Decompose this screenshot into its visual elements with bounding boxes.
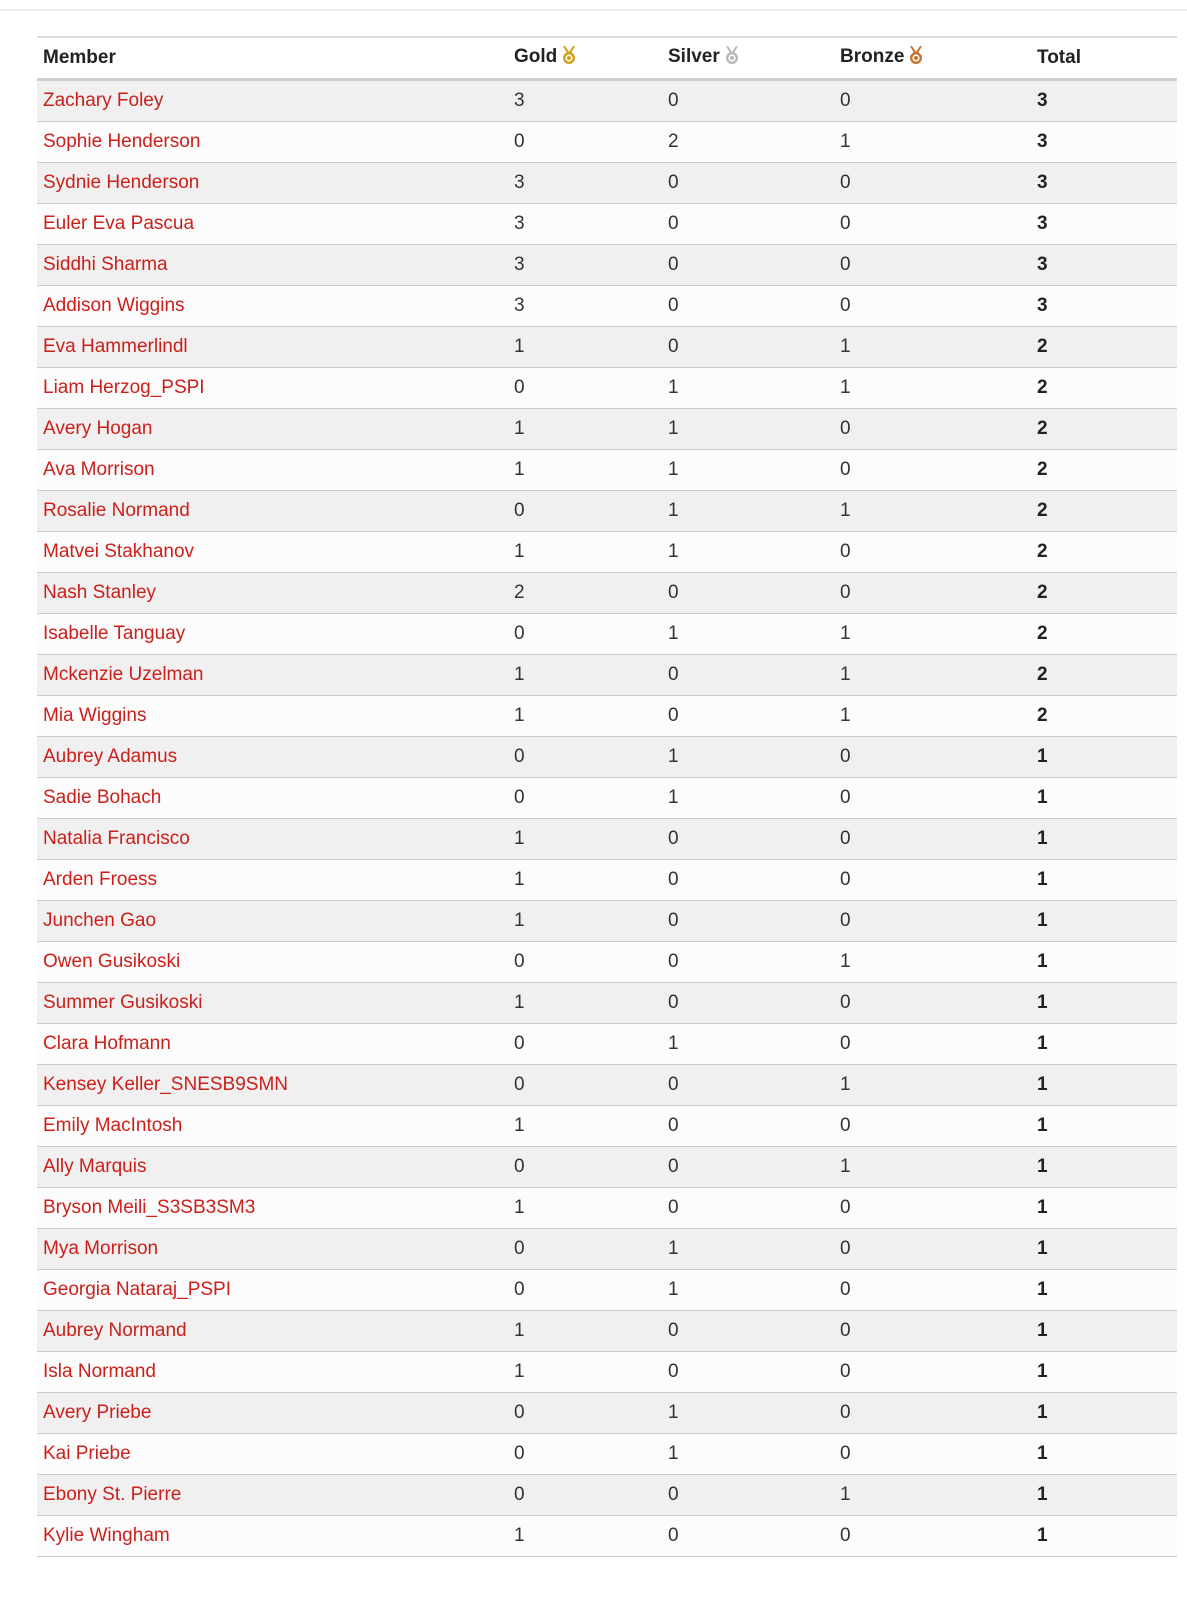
member-link[interactable]: Isla Normand <box>43 1361 156 1382</box>
member-link[interactable]: Ebony St. Pierre <box>43 1484 182 1505</box>
total-count-cell: 2 <box>1031 532 1177 573</box>
silver-count-cell: 1 <box>662 1024 834 1065</box>
gold-count-cell: 3 <box>508 163 662 204</box>
bronze-count-cell: 0 <box>834 983 1031 1024</box>
member-link[interactable]: Mya Morrison <box>43 1238 159 1259</box>
bronze-count-cell: 1 <box>834 1065 1031 1106</box>
silver-count-cell: 1 <box>662 614 834 655</box>
medal-table-container <box>37 36 1177 1557</box>
silver-count-cell: 0 <box>662 80 834 122</box>
member-cell <box>37 1065 508 1106</box>
total-count-cell: 3 <box>1031 204 1177 245</box>
gold-count-cell: 1 <box>508 983 662 1024</box>
silver-count-cell: 1 <box>662 409 834 450</box>
member-cell <box>37 122 508 163</box>
total-count-cell: 1 <box>1031 860 1177 901</box>
total-count-cell: 1 <box>1031 983 1177 1024</box>
member-link[interactable]: Kylie Wingham <box>43 1525 170 1546</box>
total-count-cell: 2 <box>1031 491 1177 532</box>
total-count-cell: 3 <box>1031 163 1177 204</box>
silver-count-cell: 0 <box>662 1516 834 1557</box>
header-silver <box>662 37 834 80</box>
gold-count-cell: 1 <box>508 327 662 368</box>
table-row <box>37 1434 1177 1475</box>
table-body <box>37 80 1177 1557</box>
bronze-count-cell: 0 <box>834 1188 1031 1229</box>
bronze-count-cell: 0 <box>834 80 1031 122</box>
table-row <box>37 819 1177 860</box>
header-bronze <box>834 37 1031 80</box>
total-count-cell: 1 <box>1031 1270 1177 1311</box>
bronze-count-cell: 0 <box>834 901 1031 942</box>
header-total-label: Total <box>1037 47 1081 68</box>
table-row <box>37 1311 1177 1352</box>
bronze-count-cell: 1 <box>834 327 1031 368</box>
bronze-count-cell: 0 <box>834 737 1031 778</box>
member-link[interactable]: Rosalie Normand <box>43 500 190 521</box>
member-link[interactable]: Ava Morrison <box>43 459 155 480</box>
table-row <box>37 614 1177 655</box>
total-count-cell: 1 <box>1031 1516 1177 1557</box>
silver-count-cell: 0 <box>662 327 834 368</box>
member-cell <box>37 1475 508 1516</box>
member-cell <box>37 1024 508 1065</box>
gold-count-cell: 0 <box>508 942 662 983</box>
gold-count-cell: 1 <box>508 1311 662 1352</box>
bronze-count-cell: 0 <box>834 163 1031 204</box>
member-link[interactable]: Nash Stanley <box>43 582 157 603</box>
total-count-cell: 1 <box>1031 1147 1177 1188</box>
bronze-count-cell: 0 <box>834 286 1031 327</box>
silver-count-cell: 0 <box>662 1311 834 1352</box>
silver-count-cell: 2 <box>662 122 834 163</box>
total-count-cell: 1 <box>1031 1024 1177 1065</box>
bronze-count-cell: 0 <box>834 819 1031 860</box>
member-cell <box>37 573 508 614</box>
bronze-count-cell: 1 <box>834 368 1031 409</box>
member-link[interactable]: Summer Gusikoski <box>43 992 203 1013</box>
member-cell <box>37 819 508 860</box>
table-row <box>37 737 1177 778</box>
total-count-cell: 1 <box>1031 1434 1177 1475</box>
member-cell <box>37 1106 508 1147</box>
gold-count-cell: 0 <box>508 778 662 819</box>
table-header <box>37 37 1177 80</box>
table-row <box>37 1475 1177 1516</box>
gold-count-cell: 1 <box>508 450 662 491</box>
bronze-count-cell: 0 <box>834 450 1031 491</box>
member-link[interactable]: Kensey Keller_SNESB9SMN <box>43 1074 288 1095</box>
member-link[interactable]: Avery Hogan <box>43 418 153 439</box>
table-row <box>37 1393 1177 1434</box>
total-count-cell: 2 <box>1031 368 1177 409</box>
table-row <box>37 532 1177 573</box>
header-gold <box>508 37 662 80</box>
gold-count-cell: 1 <box>508 1188 662 1229</box>
gold-count-cell: 0 <box>508 1024 662 1065</box>
member-cell <box>37 655 508 696</box>
silver-count-cell: 0 <box>662 1147 834 1188</box>
member-cell <box>37 204 508 245</box>
gold-count-cell: 1 <box>508 1516 662 1557</box>
member-cell <box>37 1393 508 1434</box>
silver-count-cell: 1 <box>662 450 834 491</box>
silver-count-cell: 1 <box>662 1393 834 1434</box>
silver-count-cell: 0 <box>662 163 834 204</box>
total-count-cell: 3 <box>1031 80 1177 122</box>
table-row <box>37 942 1177 983</box>
silver-count-cell: 1 <box>662 368 834 409</box>
member-link[interactable]: Sydnie Henderson <box>43 172 200 193</box>
silver-count-cell: 0 <box>662 942 834 983</box>
table-row <box>37 983 1177 1024</box>
bronze-count-cell: 0 <box>834 573 1031 614</box>
gold-count-cell: 3 <box>508 204 662 245</box>
member-link[interactable]: Emily MacIntosh <box>43 1115 183 1136</box>
silver-count-cell: 0 <box>662 983 834 1024</box>
bronze-count-cell: 0 <box>834 1352 1031 1393</box>
member-cell <box>37 1270 508 1311</box>
bronze-count-cell: 1 <box>834 655 1031 696</box>
gold-count-cell: 0 <box>508 491 662 532</box>
total-count-cell: 3 <box>1031 245 1177 286</box>
total-count-cell: 1 <box>1031 1065 1177 1106</box>
member-cell <box>37 614 508 655</box>
bronze-count-cell: 0 <box>834 1434 1031 1475</box>
table-row <box>37 1516 1177 1557</box>
table-row <box>37 163 1177 204</box>
member-link[interactable]: Bryson Meili_S3SB3SM3 <box>43 1197 256 1218</box>
gold-count-cell: 1 <box>508 819 662 860</box>
total-count-cell: 3 <box>1031 286 1177 327</box>
gold-count-cell: 2 <box>508 573 662 614</box>
table-row <box>37 286 1177 327</box>
gold-count-cell: 0 <box>508 1434 662 1475</box>
table-row <box>37 368 1177 409</box>
silver-count-cell: 1 <box>662 491 834 532</box>
header-member-label: Member <box>43 47 116 68</box>
member-cell <box>37 901 508 942</box>
member-link[interactable]: Ally Marquis <box>43 1156 147 1177</box>
bronze-count-cell: 1 <box>834 491 1031 532</box>
bronze-count-cell: 0 <box>834 409 1031 450</box>
total-count-cell: 1 <box>1031 1393 1177 1434</box>
gold-count-cell: 0 <box>508 1065 662 1106</box>
table-row <box>37 1147 1177 1188</box>
member-cell <box>37 1188 508 1229</box>
total-count-cell: 2 <box>1031 614 1177 655</box>
gold-count-cell: 0 <box>508 1475 662 1516</box>
member-link[interactable]: Avery Priebe <box>43 1402 152 1423</box>
silver-count-cell: 0 <box>662 1475 834 1516</box>
table-row <box>37 1352 1177 1393</box>
gold-count-cell: 0 <box>508 1270 662 1311</box>
silver-count-cell: 0 <box>662 860 834 901</box>
total-count-cell: 2 <box>1031 573 1177 614</box>
member-link[interactable]: Natalia Francisco <box>43 828 190 849</box>
silver-count-cell: 0 <box>662 286 834 327</box>
table-row <box>37 245 1177 286</box>
silver-count-cell: 1 <box>662 1229 834 1270</box>
bronze-count-cell: 1 <box>834 122 1031 163</box>
member-link[interactable]: Sadie Bohach <box>43 787 162 808</box>
bronze-count-cell: 0 <box>834 1393 1031 1434</box>
silver-count-cell: 1 <box>662 1434 834 1475</box>
total-count-cell: 1 <box>1031 819 1177 860</box>
member-cell <box>37 245 508 286</box>
gold-count-cell: 0 <box>508 1393 662 1434</box>
gold-medal-icon <box>560 45 578 71</box>
table-row <box>37 655 1177 696</box>
bronze-count-cell: 1 <box>834 696 1031 737</box>
top-divider <box>0 9 1187 11</box>
table-row <box>37 450 1177 491</box>
silver-count-cell: 1 <box>662 1270 834 1311</box>
silver-count-cell: 0 <box>662 1352 834 1393</box>
member-link[interactable]: Mckenzie Uzelman <box>43 664 204 685</box>
bronze-count-cell: 0 <box>834 860 1031 901</box>
table-row <box>37 122 1177 163</box>
member-cell <box>37 1434 508 1475</box>
member-cell <box>37 860 508 901</box>
silver-count-cell: 0 <box>662 1065 834 1106</box>
total-count-cell: 2 <box>1031 696 1177 737</box>
gold-count-cell: 1 <box>508 532 662 573</box>
total-count-cell: 1 <box>1031 1352 1177 1393</box>
header-total <box>1031 37 1177 80</box>
table-row <box>37 1106 1177 1147</box>
bronze-count-cell: 0 <box>834 1270 1031 1311</box>
member-link[interactable]: Euler Eva Pascua <box>43 213 195 234</box>
bronze-count-cell: 0 <box>834 1311 1031 1352</box>
member-cell <box>37 409 508 450</box>
table-row <box>37 1024 1177 1065</box>
member-cell <box>37 1516 508 1557</box>
silver-count-cell: 0 <box>662 696 834 737</box>
total-count-cell: 3 <box>1031 122 1177 163</box>
silver-count-cell: 0 <box>662 655 834 696</box>
member-cell <box>37 491 508 532</box>
table-row <box>37 860 1177 901</box>
member-cell <box>37 368 508 409</box>
bronze-count-cell: 0 <box>834 1024 1031 1065</box>
header-gold-label: Gold <box>514 46 558 67</box>
member-cell <box>37 532 508 573</box>
bronze-count-cell: 1 <box>834 614 1031 655</box>
member-cell <box>37 696 508 737</box>
total-count-cell: 2 <box>1031 409 1177 450</box>
total-count-cell: 2 <box>1031 450 1177 491</box>
header-silver-label: Silver <box>668 46 720 67</box>
member-cell <box>37 1352 508 1393</box>
total-count-cell: 1 <box>1031 1106 1177 1147</box>
gold-count-cell: 3 <box>508 286 662 327</box>
table-row <box>37 409 1177 450</box>
member-link[interactable]: Liam Herzog_PSPI <box>43 377 205 398</box>
table-row <box>37 327 1177 368</box>
silver-count-cell: 1 <box>662 532 834 573</box>
total-count-cell: 1 <box>1031 1229 1177 1270</box>
member-link[interactable]: Eva Hammerlindl <box>43 336 188 357</box>
member-link[interactable]: Aubrey Normand <box>43 1320 187 1341</box>
member-link[interactable]: Arden Froess <box>43 869 158 890</box>
bronze-count-cell: 0 <box>834 532 1031 573</box>
total-count-cell: 1 <box>1031 1311 1177 1352</box>
bronze-count-cell: 0 <box>834 204 1031 245</box>
member-cell <box>37 942 508 983</box>
gold-count-cell: 3 <box>508 80 662 122</box>
bronze-count-cell: 0 <box>834 245 1031 286</box>
total-count-cell: 1 <box>1031 778 1177 819</box>
bronze-count-cell: 1 <box>834 942 1031 983</box>
header-bronze-label: Bronze <box>840 46 905 67</box>
table-row <box>37 491 1177 532</box>
member-link[interactable]: Georgia Nataraj_PSPI <box>43 1279 231 1300</box>
member-link[interactable]: Matvei Stakhanov <box>43 541 195 562</box>
bronze-count-cell: 1 <box>834 1475 1031 1516</box>
total-count-cell: 1 <box>1031 1475 1177 1516</box>
table-row <box>37 1065 1177 1106</box>
member-link[interactable]: Kai Priebe <box>43 1443 131 1464</box>
member-link[interactable]: Isabelle Tanguay <box>43 623 186 644</box>
gold-count-cell: 0 <box>508 122 662 163</box>
member-cell <box>37 80 508 122</box>
silver-count-cell: 0 <box>662 573 834 614</box>
bronze-count-cell: 0 <box>834 1516 1031 1557</box>
table-row <box>37 1270 1177 1311</box>
member-cell <box>37 327 508 368</box>
member-cell <box>37 163 508 204</box>
gold-count-cell: 1 <box>508 1106 662 1147</box>
table-row <box>37 778 1177 819</box>
member-link[interactable]: Zachary Foley <box>43 90 164 111</box>
gold-count-cell: 1 <box>508 409 662 450</box>
total-count-cell: 2 <box>1031 327 1177 368</box>
member-link[interactable]: Owen Gusikoski <box>43 951 181 972</box>
member-cell <box>37 1147 508 1188</box>
bronze-medal-icon <box>907 45 925 71</box>
bronze-count-cell: 1 <box>834 1147 1031 1188</box>
silver-count-cell: 1 <box>662 737 834 778</box>
table-row <box>37 80 1177 122</box>
table-row <box>37 1229 1177 1270</box>
member-cell <box>37 1229 508 1270</box>
table-row <box>37 696 1177 737</box>
gold-count-cell: 0 <box>508 1229 662 1270</box>
silver-count-cell: 0 <box>662 245 834 286</box>
member-link[interactable]: Sophie Henderson <box>43 131 201 152</box>
total-count-cell: 1 <box>1031 1188 1177 1229</box>
table-row <box>37 204 1177 245</box>
table-row <box>37 573 1177 614</box>
silver-count-cell: 0 <box>662 819 834 860</box>
member-cell <box>37 286 508 327</box>
member-link[interactable]: Addison Wiggins <box>43 295 185 316</box>
silver-count-cell: 1 <box>662 778 834 819</box>
gold-count-cell: 1 <box>508 901 662 942</box>
total-count-cell: 1 <box>1031 737 1177 778</box>
member-link[interactable]: Junchen Gao <box>43 910 157 931</box>
total-count-cell: 2 <box>1031 655 1177 696</box>
silver-count-cell: 0 <box>662 901 834 942</box>
silver-count-cell: 0 <box>662 1188 834 1229</box>
member-cell <box>37 983 508 1024</box>
header-row <box>37 37 1177 80</box>
table-row <box>37 901 1177 942</box>
member-link[interactable]: Aubrey Adamus <box>43 746 178 767</box>
gold-count-cell: 1 <box>508 1352 662 1393</box>
gold-count-cell: 3 <box>508 245 662 286</box>
table-row <box>37 1188 1177 1229</box>
silver-count-cell: 0 <box>662 204 834 245</box>
medal-table <box>37 36 1177 1557</box>
member-cell <box>37 737 508 778</box>
total-count-cell: 1 <box>1031 942 1177 983</box>
gold-count-cell: 1 <box>508 655 662 696</box>
header-member <box>37 37 508 80</box>
bronze-count-cell: 0 <box>834 778 1031 819</box>
silver-medal-icon <box>723 45 741 71</box>
gold-count-cell: 0 <box>508 614 662 655</box>
bronze-count-cell: 0 <box>834 1106 1031 1147</box>
member-link[interactable]: Mia Wiggins <box>43 705 147 726</box>
member-cell <box>37 778 508 819</box>
member-link[interactable]: Siddhi Sharma <box>43 254 168 275</box>
member-link[interactable]: Clara Hofmann <box>43 1033 171 1054</box>
gold-count-cell: 1 <box>508 860 662 901</box>
gold-count-cell: 0 <box>508 1147 662 1188</box>
silver-count-cell: 0 <box>662 1106 834 1147</box>
member-cell <box>37 1311 508 1352</box>
total-count-cell: 1 <box>1031 901 1177 942</box>
member-cell <box>37 450 508 491</box>
gold-count-cell: 0 <box>508 737 662 778</box>
gold-count-cell: 1 <box>508 696 662 737</box>
gold-count-cell: 0 <box>508 368 662 409</box>
bronze-count-cell: 0 <box>834 1229 1031 1270</box>
